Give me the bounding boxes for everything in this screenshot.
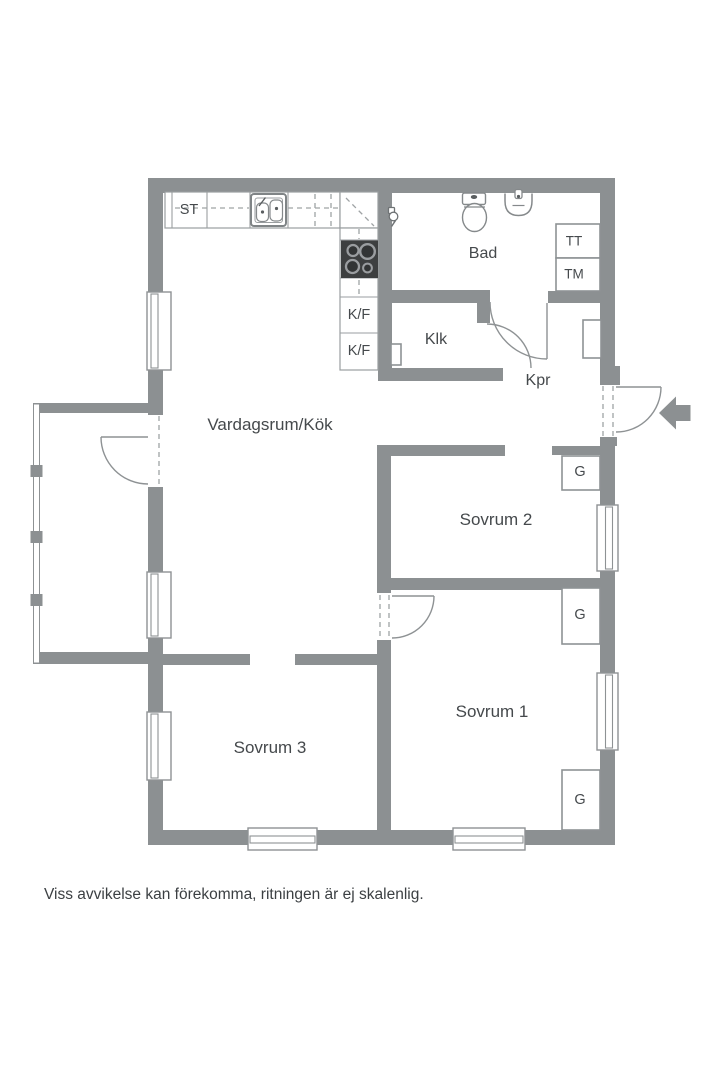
label-wardrobe-bedroom2: G [574,464,586,480]
closet-niche [391,344,401,365]
label-fridge-freezer-1: K/F [347,307,371,323]
room-label-hall: Kpr [525,372,551,389]
entry-arrow-icon [659,397,691,430]
railing-post [31,465,43,477]
railing-post [31,594,43,606]
stove-icon [341,241,378,279]
room-label-bedroom3: Sovrum 3 [233,738,307,757]
label-fridge-freezer-2: K/F [347,343,371,359]
label-wardrobe-bedroom1-top: G [574,607,586,623]
washbasin-icon [505,190,532,216]
disclaimer-caption: Viss avvikelse kan förekomma, ritningen är ej skalenlig. [44,886,424,903]
label-wardrobe-bedroom1-bottom: G [574,792,586,808]
bedroom1-door [380,595,434,639]
window-living-left [147,292,171,370]
hall-cabinet [583,320,601,358]
room-label-bathroom: Bad [468,245,498,262]
kitchen-sink-icon [251,194,286,226]
window-bedroom1-bottom [453,828,525,850]
window-bedroom3-left [147,712,171,780]
room-label-bedroom2: Sovrum 2 [459,510,533,529]
label-tumble-dryer: TT [565,233,583,249]
railing-post [31,531,43,543]
balcony [31,403,149,664]
room-label-living: Vardagsrum/Kök [207,415,333,434]
interior-walls [163,193,600,830]
label-cleaning-cabinet: ST [179,202,199,218]
label-washing-machine: TM [564,266,584,282]
toilet-icon [463,193,487,232]
bathroom-door [490,302,547,359]
window-bedroom2-right [597,505,618,571]
room-label-closet: Klk [424,331,448,348]
room-label-bedroom1: Sovrum 1 [455,702,529,721]
window-balcony-left [147,572,171,638]
window-bedroom1-right [597,673,618,750]
window-bedroom3-bottom [248,828,317,850]
closet-door [487,324,531,368]
